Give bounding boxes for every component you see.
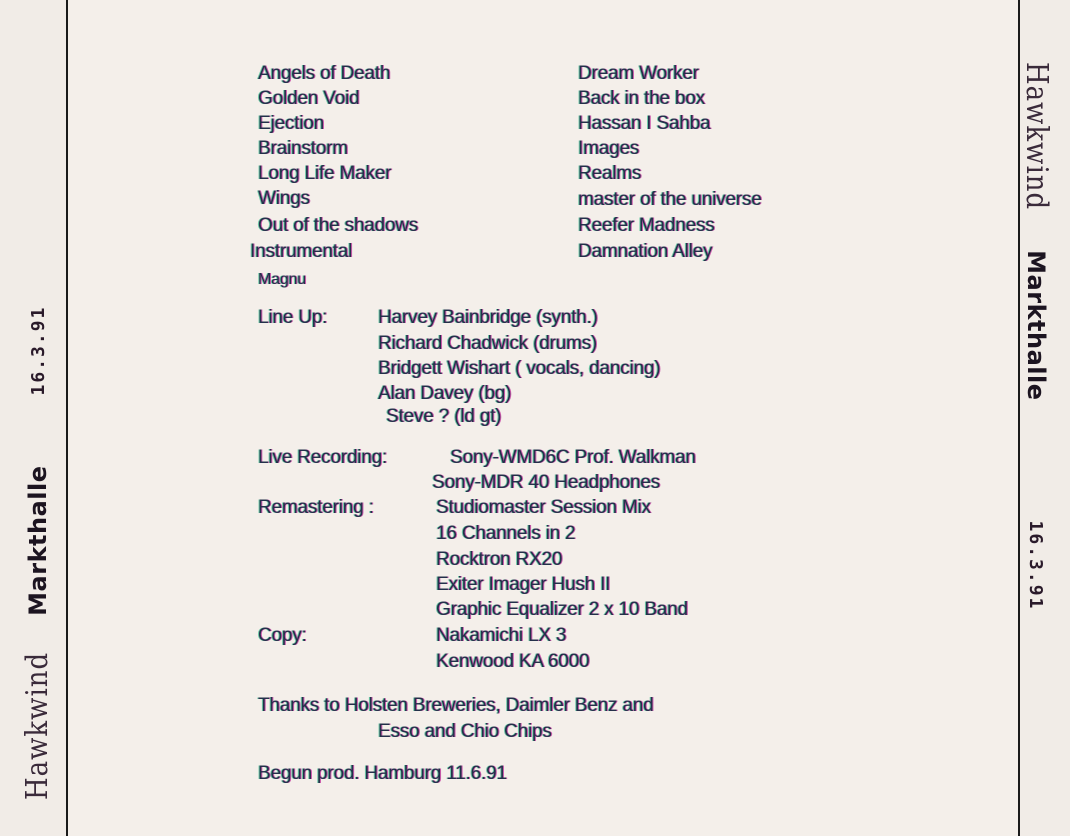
lineup-member-3: Bridgett Wishart ( vocals, dancing) [378,358,661,379]
thanks-line-2: Esso and Chio Chips [378,721,552,742]
spine-band-name: Hawkwind [20,651,56,800]
track-left-4: Brainstorm [258,138,348,159]
track-right-8: Damnation Alley [578,241,713,262]
left-spine-text-row [16,0,60,800]
remastering-item-1: Studiomaster Session Mix [436,497,651,518]
right-spine-text-row [1014,62,1058,836]
remastering-item-2: 16 Channels in 2 [436,523,576,544]
track-left-8: Instrumental [250,241,353,262]
track-left-3: Ejection [258,113,324,134]
lineup-member-4: Alan Davey (bg) [378,383,512,404]
remastering-item-5: Graphic Equalizer 2 x 10 Band [436,599,688,620]
lineup-member-1: Harvey Bainbridge (synth.) [378,307,598,328]
copy-item-2: Kenwood KA 6000 [436,651,590,672]
thanks-line-1: Thanks to Holsten Breweries, Daimler Benz and [258,695,654,716]
copy-label: Copy: [258,625,307,646]
lineup-member-5: Steve ? (ld gt) [386,406,502,427]
copy-item-1: Nakamichi LX 3 [436,625,567,646]
spine-venue: Markthalle [24,465,52,616]
recording-label: Live Recording: [258,447,388,468]
track-left-7: Out of the shadows [258,215,419,236]
recording-item-1: Sony-WMD6C Prof. Walkman [450,447,696,468]
spine-date-right: 16.3.91 [1025,520,1047,611]
remastering-label: Remastering : [258,497,374,518]
track-left-9: Magnu [258,271,306,288]
track-left-5: Long Life Maker [258,163,392,184]
spine-date: 16.3.91 [27,305,49,396]
recording-item-2: Sony-MDR 40 Headphones [432,472,660,493]
right-spine [1018,0,1070,836]
track-left-2: Golden Void [258,88,360,109]
spine-venue-right: Markthalle [1022,250,1050,401]
production-credit: Begun prod. Hamburg 11.6.91 [258,763,507,784]
track-right-1: Dream Worker [578,63,699,84]
lineup-member-2: Richard Chadwick (drums) [378,333,598,354]
lineup-label: Line Up: [258,307,328,328]
track-right-2: Back in the box [578,88,705,109]
spine-band-name-right: Hawkwind [1018,62,1054,211]
remastering-item-4: Exiter Imager Hush II [436,574,611,595]
track-right-7: Reefer Madness [578,215,715,236]
track-right-6: master of the universe [578,189,762,210]
track-left-1: Angels of Death [258,63,391,84]
track-left-6: Wings [258,188,310,209]
remastering-item-3: Rocktron RX20 [436,549,563,570]
track-right-4: Images [578,138,640,159]
left-spine [0,0,68,836]
track-right-5: Realms [578,163,642,184]
track-right-3: Hassan I Sahba [578,113,711,134]
